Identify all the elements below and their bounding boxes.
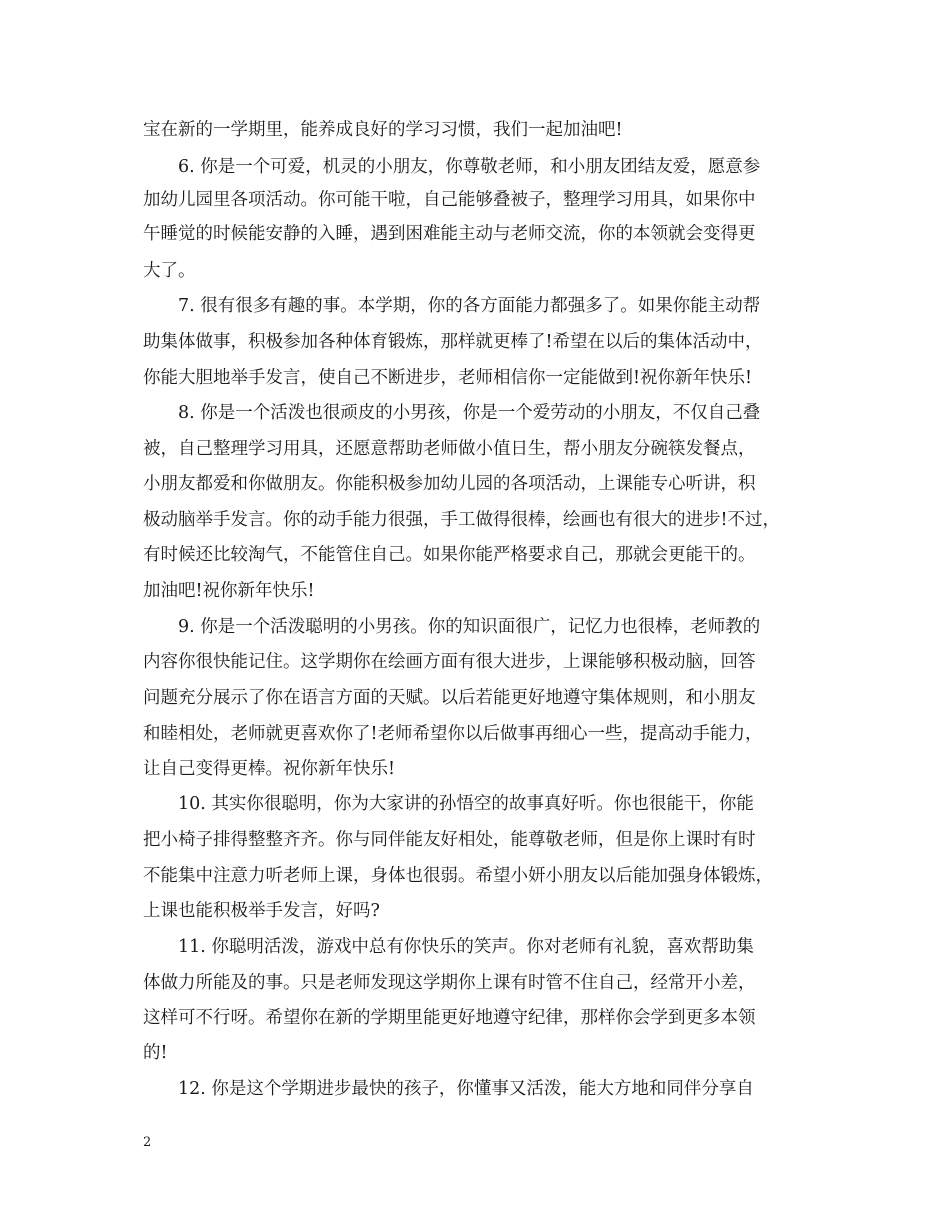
text-line: 上课也能积极举手发言，好吗?: [143, 901, 380, 921]
text-line: 9. 你是一个活泼聪明的小男孩。你的知识面很广，记忆力也很棒，老师教的: [178, 617, 761, 637]
text-line: 你能大胆地举手发言，使自己不断进步，老师相信你一定能做到!祝你新年快乐!: [143, 368, 753, 388]
text-line: 极动脑举手发言。你的动手能力很强，手工做得很棒，绘画也有很大的进步!不过，: [143, 510, 781, 530]
text-line: 这样可不行呀。希望你在新的学期里能更好地遵守纪律，那样你会学到更多本领: [143, 1008, 756, 1028]
text-line: 小朋友都爱和你做朋友。你能积极参加幼儿园的各项活动，上课能专心听讲，积: [143, 474, 756, 494]
page-number: 2: [143, 1135, 152, 1150]
text-line: 的!: [143, 1043, 168, 1063]
text-line: 11. 你聪明活泼，游戏中总有你快乐的笑声。你对老师有礼貌，喜欢帮助集: [178, 937, 754, 957]
text-line: 问题充分展示了你在语言方面的天赋。以后若能更好地遵守集体规则，和小朋友: [143, 688, 756, 708]
text-line: 12. 你是这个学期进步最快的孩子，你懂事又活泼，能大方地和同伴分享自: [178, 1079, 754, 1099]
text-line: 有时候还比较淘气，不能管住自己。如果你能严格要求自己，那就会更能干的。: [143, 545, 756, 565]
text-line: 把小椅子排得整整齐齐。你与同伴能友好相处，能尊敬老师，但是你上课时有时: [143, 830, 756, 850]
text-line: 和睦相处，老师就更喜欢你了!老师希望你以后做事再细心一些，提高动手能力，: [143, 724, 763, 744]
text-line: 加幼儿园里各项活动。你可能干啦，自己能够叠被子，整理学习用具，如果你中: [143, 190, 756, 210]
text-line: 助集体做事，积极参加各种体育锻炼，那样就更棒了!希望在以后的集体活动中，: [143, 332, 763, 352]
text-line: 午睡觉的时候能安静的入睡，遇到困难能主动与老师交流，你的本领就会变得更: [143, 224, 756, 244]
text-line: 7. 很有很多有趣的事。本学期，你的各方面能力都强多了。如果你能主动帮: [178, 296, 761, 316]
text-line: 加油吧!祝你新年快乐!: [143, 581, 315, 601]
text-line: 体做力所能及的事。只是老师发现这学期你上课有时管不住自己，经常开小差，: [143, 973, 756, 993]
text-line: 8. 你是一个活泼也很顽皮的小男孩，你是一个爱劳动的小朋友，不仅自己叠: [178, 403, 761, 423]
text-line: 宝在新的一学期里，能养成良好的学习习惯，我们一起加油吧!: [143, 120, 623, 140]
text-line: 让自己变得更棒。祝你新年快乐!: [143, 759, 396, 779]
text-line: 6. 你是一个可爱，机灵的小朋友，你尊敬老师，和小朋友团结友爱，愿意参: [178, 157, 761, 177]
text-line: 内容你很快能记住。这学期你在绘画方面有很大进步，上课能够积极动脑，回答: [143, 652, 756, 672]
text-line: 被，自己整理学习用具，还愿意帮助老师做小值日生，帮小朋友分碗筷发餐点，: [143, 439, 756, 459]
text-line: 10. 其实你很聪明，你为大家讲的孙悟空的故事真好听。你也很能干，你能: [178, 794, 754, 814]
text-line: 大了。: [143, 261, 196, 281]
text-line: 不能集中注意力听老师上课，身体也很弱。希望小妍小朋友以后能加强身体锻炼，: [143, 866, 773, 886]
